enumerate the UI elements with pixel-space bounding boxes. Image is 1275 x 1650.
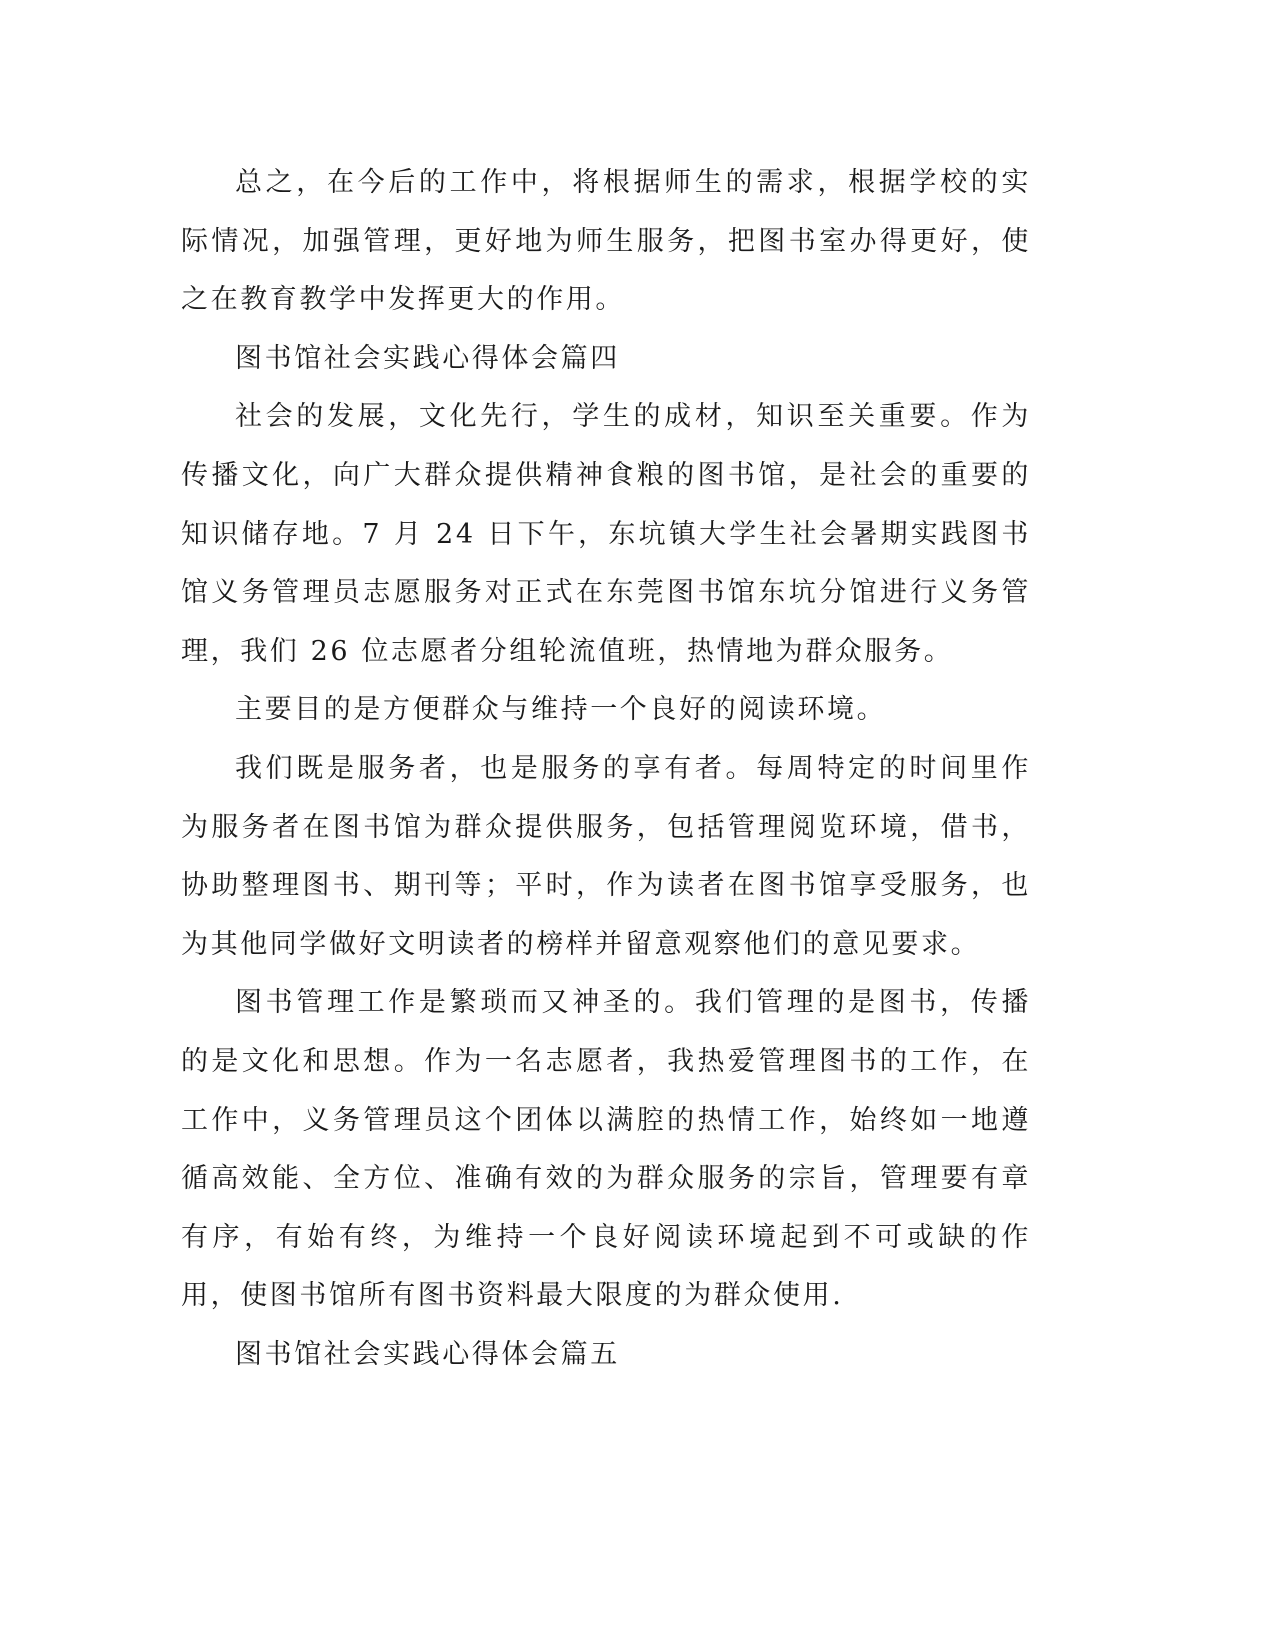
- document-body: [181, 154, 1031, 1384]
- section-heading-part-four: 图书馆社会实践心得体会篇四: [235, 342, 620, 374]
- paragraph-conclusion: 总之，在今后的工作中，将根据师生的需求，根据学校的实际情况，加强管理，更好地为师生服务，把图书室办得更好，使之在教育教学中发挥更大的作用。: [181, 167, 1031, 316]
- paragraph-service-role: 我们既是服务者，也是服务的享有者。每周特定的时间里作为服务者在图书馆为群众提供服务，包括管理阅览环境，借书，协助整理图书、期刊等；平时，作为读者在图书馆享受服务，也为其他同学做好文明读者的榜样并留意观察他们的意见要求。: [181, 752, 1031, 960]
- paragraph-management-work: 图书管理工作是繁琐而又神圣的。我们管理的是图书，传播的是文化和思想。作为一名志愿者，我热爱管理图书的工作，在工作中，义务管理员这个团体以满腔的热情工作，始终如一地遵循高效能、全方位、准确有效的为群众服务的宗旨，管理要有章有序，有始有终，为维持一个良好阅读环境起到不可或缺的作用，使图书馆所有图书资料最大限度的为群众使用.: [181, 987, 1031, 1312]
- section-heading-part-five: 图书馆社会实践心得体会篇五: [235, 1338, 620, 1370]
- paragraph-purpose: 主要目的是方便群众与维持一个良好的阅读环境。: [235, 694, 887, 726]
- paragraph-introduction: 社会的发展，文化先行，学生的成材，知识至关重要。作为传播文化，向广大群众提供精神食粮的图书馆，是社会的重要的知识储存地。7 月 24 日下午，东坑镇大学生社会暑期实践图书馆义务管理员志愿服务对正式在东莞图书馆东坑分馆进行义务管理，我们 26 位志愿者分组轮流值班，热情地为群众服务。: [181, 401, 1031, 667]
